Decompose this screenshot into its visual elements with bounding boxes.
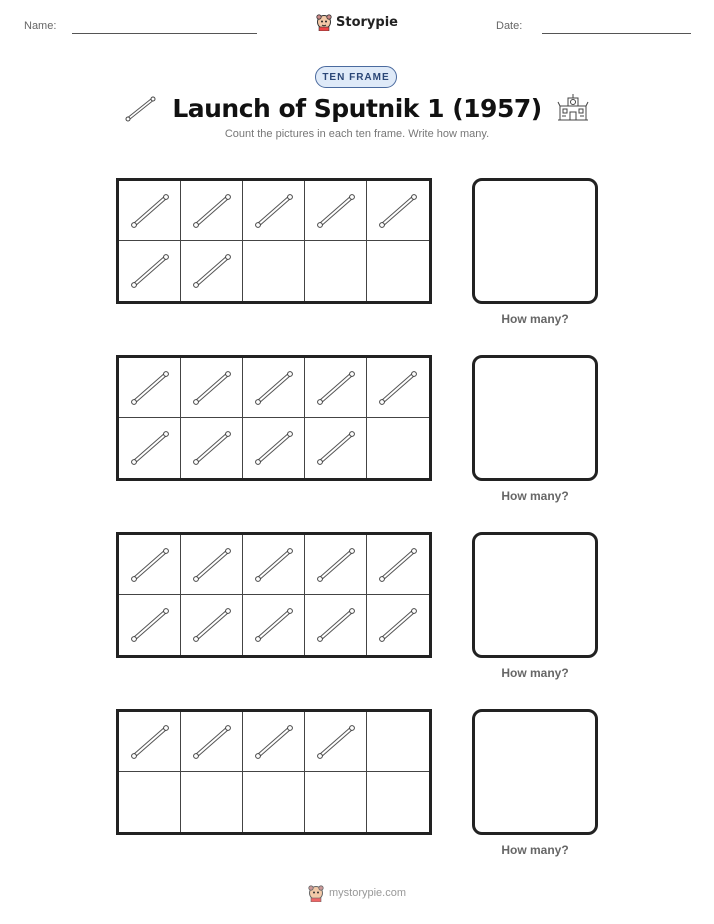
antenna-rod-icon <box>128 191 172 231</box>
name-line[interactable] <box>72 33 257 34</box>
antenna-rod-icon <box>314 545 358 585</box>
title-row <box>0 90 714 126</box>
ten-frame-cell <box>243 418 305 478</box>
sputnik-launch-scene-icon <box>556 92 590 124</box>
antenna-rod-icon <box>252 428 296 468</box>
antenna-rod-icon <box>314 368 358 408</box>
antenna-rod-icon <box>128 428 172 468</box>
ten-frame-cell <box>367 358 429 418</box>
ten-frame-cell <box>305 418 367 478</box>
ten-frame <box>116 532 432 658</box>
antenna-rod-icon <box>314 428 358 468</box>
antenna-rod-icon <box>252 191 296 231</box>
ten-frame-cell <box>305 358 367 418</box>
footer-url[interactable]: mystorypie.com <box>328 887 407 899</box>
ten-frame-cell <box>181 595 243 655</box>
ten-frame-cell <box>243 772 305 832</box>
antenna-rod-icon <box>190 251 234 291</box>
ten-frame-cell <box>367 241 429 301</box>
ten-frame-cell <box>181 772 243 832</box>
ten-frame-cell <box>181 241 243 301</box>
antenna-rod-icon <box>376 605 420 645</box>
ten-frame-cell <box>367 595 429 655</box>
ten-frame-cell <box>181 181 243 241</box>
ten-frame-cell <box>305 181 367 241</box>
page-title: Launch of Sputnik 1 (1957) <box>172 93 542 123</box>
antenna-rod-icon <box>190 191 234 231</box>
ten-frame-cell <box>243 241 305 301</box>
antenna-rod-icon <box>128 605 172 645</box>
how-many-label: How many? <box>501 312 569 326</box>
antenna-rod-icon <box>376 545 420 585</box>
antenna-rod-icon <box>252 605 296 645</box>
ten-frame <box>116 355 432 481</box>
ten-frame-cell <box>243 358 305 418</box>
ten-frame-cell <box>367 772 429 832</box>
ten-frame-cell <box>181 418 243 478</box>
brand-name: Storypie <box>336 14 398 30</box>
antenna-rod-icon <box>376 368 420 408</box>
antenna-rod-icon <box>128 545 172 585</box>
how-many-label: How many? <box>501 843 569 857</box>
ten-frame <box>116 178 432 304</box>
ten-frame-cell <box>243 595 305 655</box>
date-line[interactable] <box>542 33 691 34</box>
antenna-rod-icon <box>376 191 420 231</box>
antenna-rod-icon <box>314 722 358 762</box>
antenna-rod-icon <box>314 191 358 231</box>
ten-frame-cell <box>305 712 367 772</box>
instructions: Count the pictures in each ten frame. Write how many. <box>224 128 490 140</box>
ten-frame-cell <box>119 418 181 478</box>
how-many-label: How many? <box>501 666 569 680</box>
antenna-rod-icon <box>314 605 358 645</box>
how-many-label: How many? <box>501 489 569 503</box>
antenna-rod-icon <box>128 722 172 762</box>
ten-frame-cell <box>119 535 181 595</box>
ten-frame-cell <box>119 712 181 772</box>
ten-frame-cell <box>119 772 181 832</box>
antenna-rod-icon <box>190 428 234 468</box>
ten-frame-badge: TEN FRAME <box>315 66 397 88</box>
antenna-rod-icon <box>252 368 296 408</box>
ten-frame-cell <box>367 181 429 241</box>
antenna-rod-icon <box>128 368 172 408</box>
ten-frame-cell <box>305 595 367 655</box>
ten-frame-cell <box>119 358 181 418</box>
antenna-rod-icon <box>190 545 234 585</box>
answer-box[interactable] <box>472 355 598 481</box>
ten-frame-cell <box>243 712 305 772</box>
antenna-rod-icon <box>190 368 234 408</box>
antenna-rod-icon <box>128 251 172 291</box>
ten-frame-cell <box>181 712 243 772</box>
ten-frame-cell <box>119 181 181 241</box>
ten-frame-cell <box>181 535 243 595</box>
ten-frame-cell <box>367 535 429 595</box>
antenna-rod-icon <box>252 545 296 585</box>
ten-frame-cell <box>119 595 181 655</box>
antenna-rod-icon <box>190 722 234 762</box>
ten-frame-cell <box>367 712 429 772</box>
ten-frame-cell <box>243 181 305 241</box>
antenna-rod-icon <box>124 93 158 123</box>
ten-frame-cell <box>243 535 305 595</box>
answer-box[interactable] <box>472 709 598 835</box>
ten-frame-cell <box>305 535 367 595</box>
antenna-rod-icon <box>190 605 234 645</box>
ten-frame-cell <box>181 358 243 418</box>
answer-box[interactable] <box>472 532 598 658</box>
footer <box>0 884 714 902</box>
ten-frame-cell <box>119 241 181 301</box>
name-label: Name: <box>24 20 57 32</box>
ten-frame-cell <box>305 772 367 832</box>
ten-frame-cell <box>367 418 429 478</box>
storypie-mascot-icon <box>316 13 332 31</box>
date-label: Date: <box>496 20 523 32</box>
ten-frame <box>116 709 432 835</box>
ten-frame-cell <box>305 241 367 301</box>
answer-box[interactable] <box>472 178 598 304</box>
brand-logo <box>0 13 714 31</box>
storypie-mascot-icon <box>308 884 324 902</box>
antenna-rod-icon <box>252 722 296 762</box>
